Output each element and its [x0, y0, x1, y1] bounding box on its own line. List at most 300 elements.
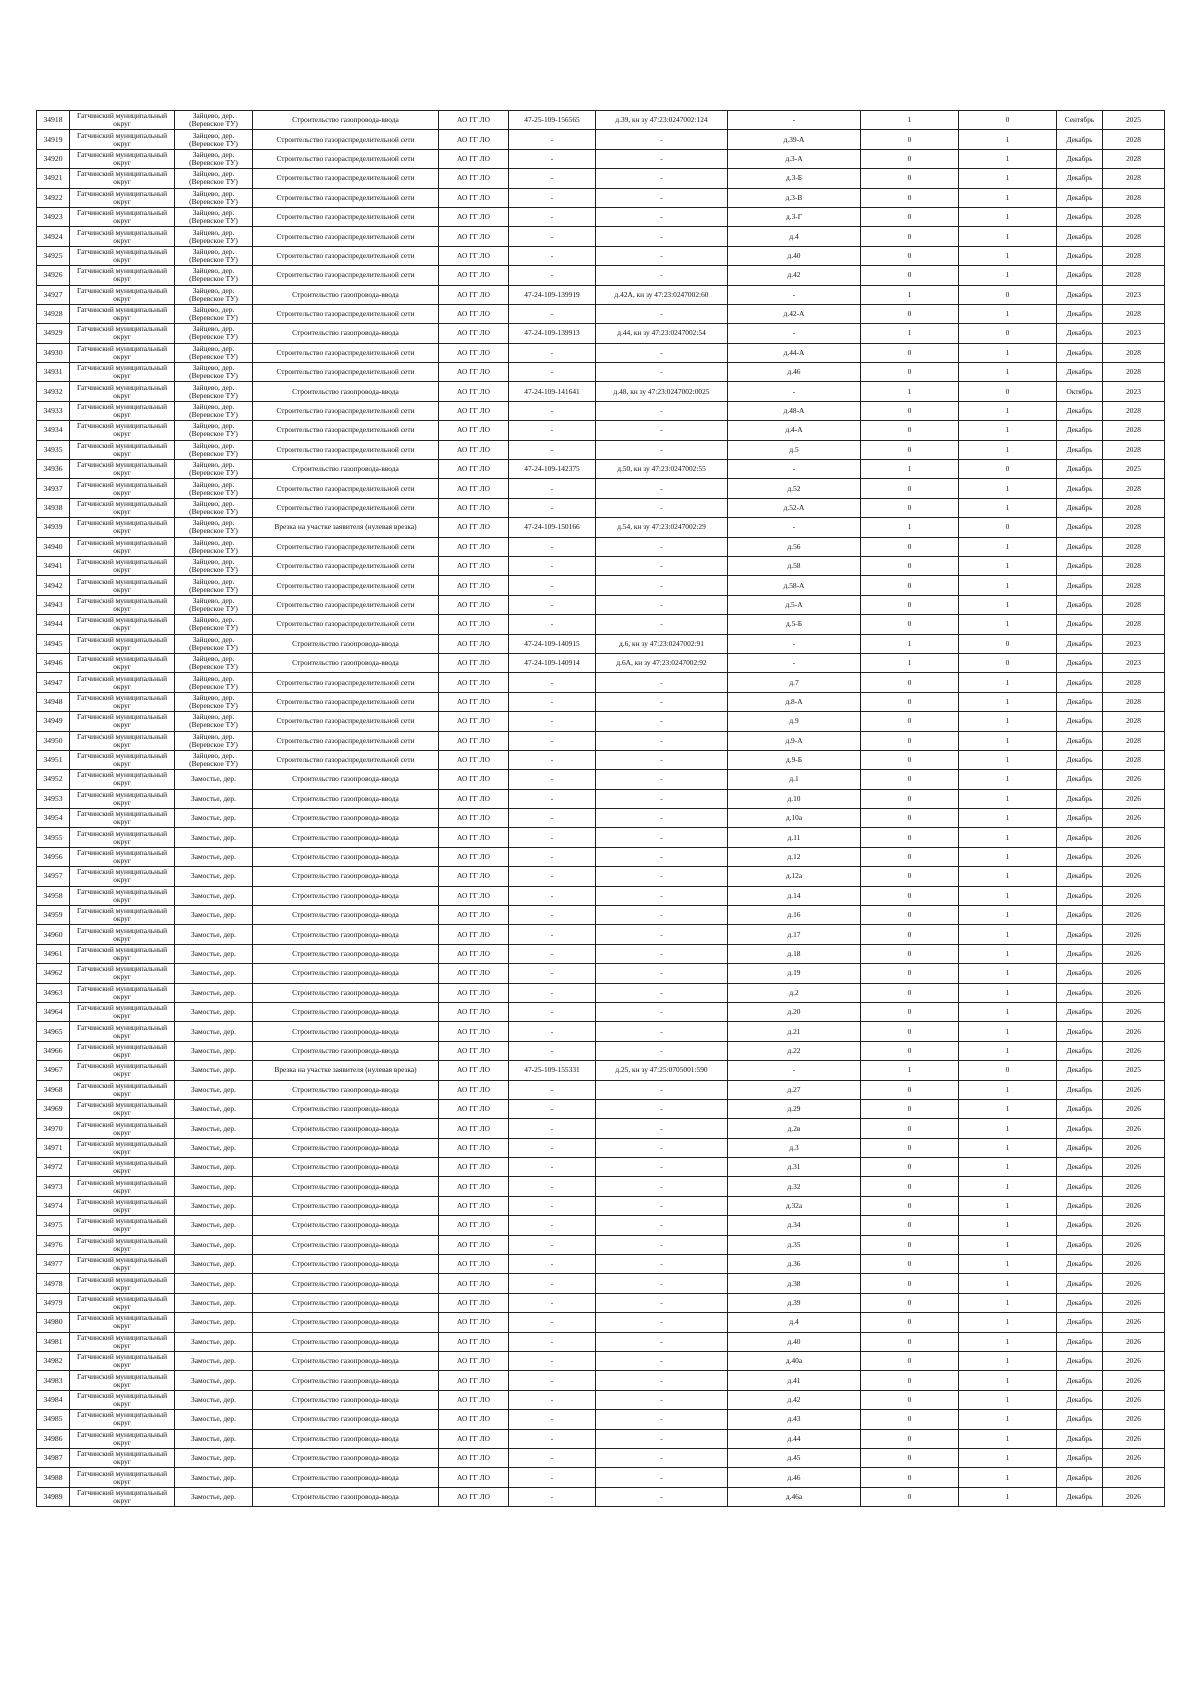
count-connected-cell: 0 — [861, 1487, 959, 1506]
address-cadastral-cell: - — [596, 1487, 728, 1506]
address-cadastral-cell: - — [596, 1371, 728, 1390]
table-row — [37, 1487, 1165, 1506]
count-planned-cell: 1 — [959, 925, 1057, 944]
count-planned-cell: 1 — [959, 149, 1057, 168]
month-cell: Декабрь — [1057, 207, 1103, 226]
application-number-cell: - — [509, 576, 596, 595]
district-cell: Гатчинский муниципальный округ — [70, 1274, 175, 1293]
settlement-cell: Замостье, дер. — [175, 1235, 253, 1254]
operator-cell: АО ГГ ЛО — [439, 1061, 509, 1080]
month-cell: Декабрь — [1057, 227, 1103, 246]
work-type-cell: Строительство газопровода-ввода — [253, 867, 439, 886]
house-address-cell: д.52-А — [728, 498, 861, 517]
settlement-cell: Замостье, дер. — [175, 1429, 253, 1448]
district-cell: Гатчинский муниципальный округ — [70, 169, 175, 188]
row-number-cell: 34972 — [37, 1158, 70, 1177]
row-number-cell: 34920 — [37, 149, 70, 168]
application-number-cell: - — [509, 556, 596, 575]
count-connected-cell: 0 — [861, 246, 959, 265]
operator-cell: АО ГГ ЛО — [439, 673, 509, 692]
house-address-cell: - — [728, 1061, 861, 1080]
address-cadastral-cell: д.44, кн зу 47:23:0247002:54 — [596, 324, 728, 343]
count-connected-cell: 0 — [861, 149, 959, 168]
year-cell: 2026 — [1103, 1352, 1165, 1371]
month-cell: Декабрь — [1057, 324, 1103, 343]
district-cell: Гатчинский муниципальный округ — [70, 266, 175, 285]
count-connected-cell: 0 — [861, 363, 959, 382]
month-cell: Декабрь — [1057, 363, 1103, 382]
count-planned-cell: 0 — [959, 111, 1057, 130]
settlement-cell: Зайцево, дер. (Веревское ТУ) — [175, 673, 253, 692]
settlement-cell: Зайцево, дер. (Веревское ТУ) — [175, 169, 253, 188]
application-number-cell: - — [509, 169, 596, 188]
house-address-cell: д.40а — [728, 1352, 861, 1371]
operator-cell: АО ГГ ЛО — [439, 479, 509, 498]
year-cell: 2026 — [1103, 1138, 1165, 1157]
operator-cell: АО ГГ ЛО — [439, 1448, 509, 1467]
year-cell: 2028 — [1103, 750, 1165, 769]
year-cell: 2028 — [1103, 518, 1165, 537]
count-connected-cell: 0 — [861, 537, 959, 556]
year-cell: 2026 — [1103, 1196, 1165, 1215]
operator-cell: АО ГГ ЛО — [439, 1080, 509, 1099]
application-number-cell: - — [509, 731, 596, 750]
operator-cell: АО ГГ ЛО — [439, 1158, 509, 1177]
gasification-schedule-table — [36, 110, 1165, 1507]
count-connected-cell: 0 — [861, 1332, 959, 1351]
house-address-cell: д.32 — [728, 1177, 861, 1196]
operator-cell: АО ГГ ЛО — [439, 266, 509, 285]
table-body — [37, 111, 1165, 1507]
row-number-cell: 34957 — [37, 867, 70, 886]
row-number-cell: 34936 — [37, 460, 70, 479]
district-cell: Гатчинский муниципальный округ — [70, 1487, 175, 1506]
work-type-cell: Строительство газораспределительной сети — [253, 169, 439, 188]
operator-cell: АО ГГ ЛО — [439, 634, 509, 653]
application-number-cell: - — [509, 1022, 596, 1041]
work-type-cell: Строительство газопровода-ввода — [253, 111, 439, 130]
month-cell: Декабрь — [1057, 1041, 1103, 1060]
count-planned-cell: 1 — [959, 421, 1057, 440]
table-row — [37, 479, 1165, 498]
settlement-cell: Замостье, дер. — [175, 1119, 253, 1138]
house-address-cell: д.44-А — [728, 343, 861, 362]
settlement-cell: Замостье, дер. — [175, 1352, 253, 1371]
table-row — [37, 789, 1165, 808]
count-connected-cell: 0 — [861, 1158, 959, 1177]
count-connected-cell: 0 — [861, 1216, 959, 1235]
row-number-cell: 34973 — [37, 1177, 70, 1196]
table-row — [37, 944, 1165, 963]
settlement-cell: Зайцево, дер. (Веревское ТУ) — [175, 207, 253, 226]
application-number-cell: - — [509, 712, 596, 731]
work-type-cell: Строительство газопровода-ввода — [253, 847, 439, 866]
operator-cell: АО ГГ ЛО — [439, 692, 509, 711]
address-cadastral-cell: - — [596, 1313, 728, 1332]
settlement-cell: Зайцево, дер. (Веревское ТУ) — [175, 304, 253, 323]
month-cell: Декабрь — [1057, 847, 1103, 866]
house-address-cell: д.9-А — [728, 731, 861, 750]
operator-cell: АО ГГ ЛО — [439, 1390, 509, 1409]
application-number-cell: 47-24-109-140914 — [509, 653, 596, 672]
operator-cell: АО ГГ ЛО — [439, 595, 509, 614]
row-number-cell: 34932 — [37, 382, 70, 401]
operator-cell: АО ГГ ЛО — [439, 460, 509, 479]
house-address-cell: д.39 — [728, 1293, 861, 1312]
year-cell: 2028 — [1103, 207, 1165, 226]
work-type-cell: Строительство газопровода-ввода — [253, 925, 439, 944]
year-cell: 2028 — [1103, 440, 1165, 459]
count-planned-cell: 1 — [959, 615, 1057, 634]
settlement-cell: Зайцево, дер. (Веревское ТУ) — [175, 595, 253, 614]
house-address-cell: д.16 — [728, 906, 861, 925]
work-type-cell: Строительство газораспределительной сети — [253, 188, 439, 207]
settlement-cell: Замостье, дер. — [175, 1002, 253, 1021]
row-number-cell: 34949 — [37, 712, 70, 731]
month-cell: Декабрь — [1057, 770, 1103, 789]
application-number-cell: - — [509, 1235, 596, 1254]
count-connected-cell: 0 — [861, 1448, 959, 1467]
count-connected-cell: 0 — [861, 1371, 959, 1390]
work-type-cell: Строительство газораспределительной сети — [253, 421, 439, 440]
row-number-cell: 34924 — [37, 227, 70, 246]
address-cadastral-cell: - — [596, 1002, 728, 1021]
work-type-cell: Строительство газораспределительной сети — [253, 401, 439, 420]
row-number-cell: 34937 — [37, 479, 70, 498]
table-row — [37, 1041, 1165, 1060]
year-cell: 2026 — [1103, 1293, 1165, 1312]
count-connected-cell: 0 — [861, 188, 959, 207]
month-cell: Декабрь — [1057, 615, 1103, 634]
operator-cell: АО ГГ ЛО — [439, 615, 509, 634]
district-cell: Гатчинский муниципальный округ — [70, 692, 175, 711]
count-planned-cell: 1 — [959, 1196, 1057, 1215]
year-cell: 2026 — [1103, 1390, 1165, 1409]
operator-cell: АО ГГ ЛО — [439, 518, 509, 537]
house-address-cell: д.10 — [728, 789, 861, 808]
count-connected-cell: 0 — [861, 906, 959, 925]
count-planned-cell: 1 — [959, 537, 1057, 556]
application-number-cell: - — [509, 1196, 596, 1215]
table-row — [37, 111, 1165, 130]
count-connected-cell: 0 — [861, 498, 959, 517]
count-planned-cell: 1 — [959, 770, 1057, 789]
district-cell: Гатчинский муниципальный округ — [70, 1235, 175, 1254]
month-cell: Декабрь — [1057, 440, 1103, 459]
district-cell: Гатчинский муниципальный округ — [70, 634, 175, 653]
year-cell: 2023 — [1103, 285, 1165, 304]
count-connected-cell: 0 — [861, 1468, 959, 1487]
address-cadastral-cell: - — [596, 1274, 728, 1293]
table-row — [37, 227, 1165, 246]
operator-cell: АО ГГ ЛО — [439, 1293, 509, 1312]
table-row — [37, 440, 1165, 459]
count-planned-cell: 1 — [959, 343, 1057, 362]
operator-cell: АО ГГ ЛО — [439, 169, 509, 188]
year-cell: 2026 — [1103, 1235, 1165, 1254]
settlement-cell: Замостье, дер. — [175, 1332, 253, 1351]
month-cell: Декабрь — [1057, 1138, 1103, 1157]
settlement-cell: Замостье, дер. — [175, 1390, 253, 1409]
address-cadastral-cell: - — [596, 304, 728, 323]
house-address-cell: д.14 — [728, 886, 861, 905]
work-type-cell: Строительство газопровода-ввода — [253, 1158, 439, 1177]
application-number-cell: - — [509, 1158, 596, 1177]
count-planned-cell: 1 — [959, 1002, 1057, 1021]
house-address-cell: д.3-В — [728, 188, 861, 207]
district-cell: Гатчинский муниципальный округ — [70, 925, 175, 944]
district-cell: Гатчинский муниципальный округ — [70, 828, 175, 847]
year-cell: 2028 — [1103, 304, 1165, 323]
year-cell: 2026 — [1103, 867, 1165, 886]
district-cell: Гатчинский муниципальный округ — [70, 576, 175, 595]
house-address-cell: - — [728, 460, 861, 479]
count-planned-cell: 1 — [959, 1022, 1057, 1041]
house-address-cell: д.31 — [728, 1158, 861, 1177]
application-number-cell: - — [509, 1390, 596, 1409]
application-number-cell: - — [509, 906, 596, 925]
row-number-cell: 34985 — [37, 1410, 70, 1429]
house-address-cell: д.12 — [728, 847, 861, 866]
row-number-cell: 34968 — [37, 1080, 70, 1099]
table-row — [37, 1429, 1165, 1448]
year-cell: 2026 — [1103, 1429, 1165, 1448]
address-cadastral-cell: - — [596, 770, 728, 789]
house-address-cell: д.39-А — [728, 130, 861, 149]
application-number-cell: 47-24-109-139913 — [509, 324, 596, 343]
address-cadastral-cell: - — [596, 750, 728, 769]
house-address-cell: д.19 — [728, 964, 861, 983]
table-row — [37, 1371, 1165, 1390]
address-cadastral-cell: - — [596, 1429, 728, 1448]
count-connected-cell: 0 — [861, 227, 959, 246]
count-planned-cell: 1 — [959, 207, 1057, 226]
month-cell: Декабрь — [1057, 1177, 1103, 1196]
address-cadastral-cell: - — [596, 401, 728, 420]
year-cell: 2028 — [1103, 363, 1165, 382]
count-connected-cell: 1 — [861, 634, 959, 653]
month-cell: Сентябрь — [1057, 111, 1103, 130]
house-address-cell: д.12а — [728, 867, 861, 886]
house-address-cell: - — [728, 324, 861, 343]
district-cell: Гатчинский муниципальный округ — [70, 1216, 175, 1235]
work-type-cell: Строительство газопровода-ввода — [253, 1429, 439, 1448]
house-address-cell: д.38 — [728, 1274, 861, 1293]
address-cadastral-cell: - — [596, 246, 728, 265]
application-number-cell: - — [509, 1352, 596, 1371]
district-cell: Гатчинский муниципальный округ — [70, 207, 175, 226]
operator-cell: АО ГГ ЛО — [439, 1235, 509, 1254]
count-planned-cell: 1 — [959, 1352, 1057, 1371]
settlement-cell: Зайцево, дер. (Веревское ТУ) — [175, 188, 253, 207]
month-cell: Декабрь — [1057, 1216, 1103, 1235]
count-planned-cell: 1 — [959, 1138, 1057, 1157]
count-planned-cell: 1 — [959, 227, 1057, 246]
row-number-cell: 34944 — [37, 615, 70, 634]
settlement-cell: Зайцево, дер. (Веревское ТУ) — [175, 401, 253, 420]
house-address-cell: д.1 — [728, 770, 861, 789]
work-type-cell: Строительство газопровода-ввода — [253, 1177, 439, 1196]
year-cell: 2028 — [1103, 498, 1165, 517]
row-number-cell: 34939 — [37, 518, 70, 537]
application-number-cell: - — [509, 809, 596, 828]
settlement-cell: Зайцево, дер. (Веревское ТУ) — [175, 653, 253, 672]
settlement-cell: Замостье, дер. — [175, 1216, 253, 1235]
table-row — [37, 1410, 1165, 1429]
year-cell: 2026 — [1103, 906, 1165, 925]
count-planned-cell: 1 — [959, 266, 1057, 285]
address-cadastral-cell: - — [596, 188, 728, 207]
count-planned-cell: 0 — [959, 285, 1057, 304]
count-connected-cell: 0 — [861, 479, 959, 498]
month-cell: Декабрь — [1057, 634, 1103, 653]
settlement-cell: Замостье, дер. — [175, 1487, 253, 1506]
address-cadastral-cell: - — [596, 479, 728, 498]
month-cell: Декабрь — [1057, 169, 1103, 188]
house-address-cell: д.5-А — [728, 595, 861, 614]
count-planned-cell: 1 — [959, 750, 1057, 769]
row-number-cell: 34969 — [37, 1099, 70, 1118]
operator-cell: АО ГГ ЛО — [439, 1196, 509, 1215]
operator-cell: АО ГГ ЛО — [439, 1022, 509, 1041]
table-row — [37, 1216, 1165, 1235]
work-type-cell: Строительство газораспределительной сети — [253, 440, 439, 459]
month-cell: Декабрь — [1057, 925, 1103, 944]
address-cadastral-cell: - — [596, 731, 728, 750]
count-connected-cell: 0 — [861, 750, 959, 769]
application-number-cell: - — [509, 944, 596, 963]
year-cell: 2026 — [1103, 1332, 1165, 1351]
application-number-cell: - — [509, 1255, 596, 1274]
count-connected-cell: 0 — [861, 789, 959, 808]
month-cell: Декабрь — [1057, 1332, 1103, 1351]
year-cell: 2028 — [1103, 169, 1165, 188]
work-type-cell: Строительство газораспределительной сети — [253, 130, 439, 149]
district-cell: Гатчинский муниципальный округ — [70, 285, 175, 304]
address-cadastral-cell: - — [596, 130, 728, 149]
work-type-cell: Строительство газораспределительной сети — [253, 537, 439, 556]
year-cell: 2026 — [1103, 944, 1165, 963]
count-planned-cell: 1 — [959, 1487, 1057, 1506]
year-cell: 2023 — [1103, 324, 1165, 343]
month-cell: Декабрь — [1057, 673, 1103, 692]
settlement-cell: Зайцево, дер. (Веревское ТУ) — [175, 343, 253, 362]
house-address-cell: д.29 — [728, 1099, 861, 1118]
table-row — [37, 266, 1165, 285]
month-cell: Декабрь — [1057, 1352, 1103, 1371]
settlement-cell: Зайцево, дер. (Веревское ТУ) — [175, 537, 253, 556]
operator-cell: АО ГГ ЛО — [439, 1468, 509, 1487]
house-address-cell: д.46 — [728, 363, 861, 382]
settlement-cell: Зайцево, дер. (Веревское ТУ) — [175, 440, 253, 459]
month-cell: Декабрь — [1057, 1371, 1103, 1390]
table-row — [37, 828, 1165, 847]
house-address-cell: д.11 — [728, 828, 861, 847]
house-address-cell: д.40 — [728, 246, 861, 265]
operator-cell: АО ГГ ЛО — [439, 207, 509, 226]
operator-cell: АО ГГ ЛО — [439, 1487, 509, 1506]
application-number-cell: 47-24-109-142375 — [509, 460, 596, 479]
address-cadastral-cell: - — [596, 169, 728, 188]
district-cell: Гатчинский муниципальный округ — [70, 906, 175, 925]
address-cadastral-cell: - — [596, 847, 728, 866]
house-address-cell: - — [728, 285, 861, 304]
year-cell: 2026 — [1103, 789, 1165, 808]
address-cadastral-cell: д.50, кн зу 47:23:0247002:55 — [596, 460, 728, 479]
year-cell: 2023 — [1103, 653, 1165, 672]
row-number-cell: 34923 — [37, 207, 70, 226]
district-cell: Гатчинский муниципальный округ — [70, 1002, 175, 1021]
year-cell: 2028 — [1103, 188, 1165, 207]
year-cell: 2026 — [1103, 1448, 1165, 1467]
work-type-cell: Строительство газопровода-ввода — [253, 1390, 439, 1409]
count-connected-cell: 0 — [861, 1390, 959, 1409]
count-connected-cell: 1 — [861, 653, 959, 672]
district-cell: Гатчинский муниципальный округ — [70, 1119, 175, 1138]
district-cell: Гатчинский муниципальный округ — [70, 324, 175, 343]
table-row — [37, 246, 1165, 265]
house-address-cell: д.8-А — [728, 692, 861, 711]
row-number-cell: 34938 — [37, 498, 70, 517]
count-planned-cell: 1 — [959, 1041, 1057, 1060]
settlement-cell: Зайцево, дер. (Веревское ТУ) — [175, 227, 253, 246]
year-cell: 2028 — [1103, 246, 1165, 265]
district-cell: Гатчинский муниципальный округ — [70, 227, 175, 246]
year-cell: 2028 — [1103, 149, 1165, 168]
row-number-cell: 34946 — [37, 653, 70, 672]
year-cell: 2028 — [1103, 615, 1165, 634]
operator-cell: АО ГГ ЛО — [439, 925, 509, 944]
month-cell: Декабрь — [1057, 983, 1103, 1002]
row-number-cell: 34954 — [37, 809, 70, 828]
work-type-cell: Строительство газораспределительной сети — [253, 595, 439, 614]
year-cell: 2026 — [1103, 1119, 1165, 1138]
table-row — [37, 207, 1165, 226]
count-planned-cell: 1 — [959, 944, 1057, 963]
address-cadastral-cell: - — [596, 809, 728, 828]
year-cell: 2028 — [1103, 227, 1165, 246]
row-number-cell: 34929 — [37, 324, 70, 343]
work-type-cell: Строительство газопровода-ввода — [253, 1274, 439, 1293]
application-number-cell: - — [509, 537, 596, 556]
count-planned-cell: 1 — [959, 906, 1057, 925]
row-number-cell: 34931 — [37, 363, 70, 382]
address-cadastral-cell: - — [596, 421, 728, 440]
district-cell: Гатчинский муниципальный округ — [70, 1293, 175, 1312]
count-connected-cell: 0 — [861, 770, 959, 789]
work-type-cell: Строительство газораспределительной сети — [253, 149, 439, 168]
operator-cell: АО ГГ ЛО — [439, 324, 509, 343]
application-number-cell: - — [509, 227, 596, 246]
settlement-cell: Замостье, дер. — [175, 1255, 253, 1274]
row-number-cell: 34989 — [37, 1487, 70, 1506]
month-cell: Декабрь — [1057, 1468, 1103, 1487]
district-cell: Гатчинский муниципальный округ — [70, 1061, 175, 1080]
year-cell: 2026 — [1103, 983, 1165, 1002]
count-planned-cell: 1 — [959, 1119, 1057, 1138]
work-type-cell: Строительство газопровода-ввода — [253, 1448, 439, 1467]
row-number-cell: 34942 — [37, 576, 70, 595]
work-type-cell: Строительство газораспределительной сети — [253, 673, 439, 692]
operator-cell: АО ГГ ЛО — [439, 498, 509, 517]
count-planned-cell: 1 — [959, 1080, 1057, 1099]
settlement-cell: Замостье, дер. — [175, 1177, 253, 1196]
application-number-cell: - — [509, 1177, 596, 1196]
settlement-cell: Зайцево, дер. (Веревское ТУ) — [175, 421, 253, 440]
operator-cell: АО ГГ ЛО — [439, 1410, 509, 1429]
year-cell: 2026 — [1103, 1255, 1165, 1274]
settlement-cell: Зайцево, дер. (Веревское ТУ) — [175, 731, 253, 750]
